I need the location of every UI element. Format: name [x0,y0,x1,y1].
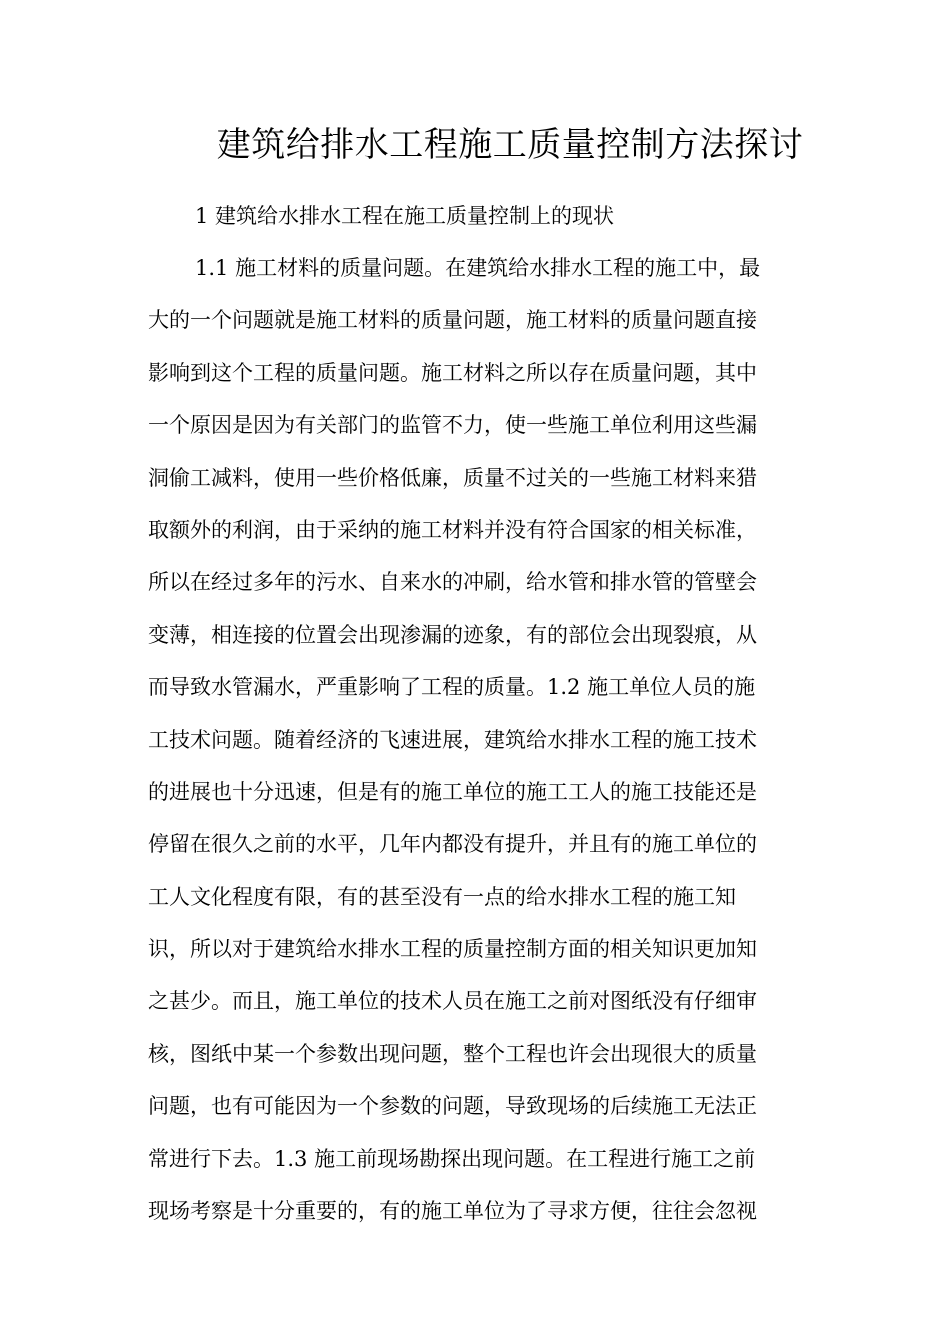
paragraph-line: 影响到这个工程的质量问题。施工材料之所以存在质量问题，其中 [148,360,757,385]
paragraph-line: 1.1 施工材料的质量问题。在建筑给水排水工程的施工中，最 [195,256,761,280]
paragraph-line: 洞偷工减料，使用一些价格低廉，质量不过关的一些施工材料来猎 [148,465,757,490]
paragraph-line: 大的一个问题就是施工材料的质量问题，施工材料的质量问题直接 [148,308,757,333]
body-paragraph [148,246,808,1241]
paragraph-line: 问题，也有可能因为一个参数的问题，导致现场的后续施工无法正 [148,1094,757,1119]
paragraph-line: 而导致水管漏水，严重影响了工程的质量。1.2 施工单位人员的施 [148,675,756,700]
paragraph-line: 一个原因是因为有关部门的监管不力，使一些施工单位利用这些漏 [148,413,757,438]
paragraph-line: 现场考察是十分重要的，有的施工单位为了寻求方便，往往会忽视 [148,1199,757,1224]
paragraph-line: 取额外的利润，由于采纳的施工材料并没有符合国家的相关标准， [148,517,757,542]
paragraph-line: 工技术问题。随着经济的飞速进展，建筑给水排水工程的施工技术 [148,727,757,752]
paragraph-line: 常进行下去。1.3 施工前现场勘探出现问题。在工程进行施工之前 [148,1146,756,1171]
paragraph-line: 之甚少。而且，施工单位的技术人员在施工之前对图纸没有仔细审 [148,989,757,1014]
paragraph-line: 停留在很久之前的水平，几年内都没有提升，并且有的施工单位的 [148,832,757,857]
paragraph-line: 识，所以对于建筑给水排水工程的质量控制方面的相关知识更加知 [148,937,757,962]
section-heading: 1 建筑给水排水工程在施工质量控制上的现状 [195,204,615,228]
paragraph-line: 变薄，相连接的位置会出现渗漏的迹象，有的部位会出现裂痕，从 [148,622,757,647]
paragraph-line: 所以在经过多年的污水、自来水的冲刷，给水管和排水管的管壁会 [148,570,757,595]
paragraph-line: 工人文化程度有限，有的甚至没有一点的给水排水工程的施工知 [148,884,736,909]
document-title: 建筑给排水工程施工质量控制方法探讨 [216,125,804,165]
paragraph-line: 核，图纸中某一个参数出现问题，整个工程也许会出现很大的质量 [148,1041,757,1066]
paragraph-line: 的进展也十分迅速，但是有的施工单位的施工工人的施工技能还是 [148,779,757,804]
